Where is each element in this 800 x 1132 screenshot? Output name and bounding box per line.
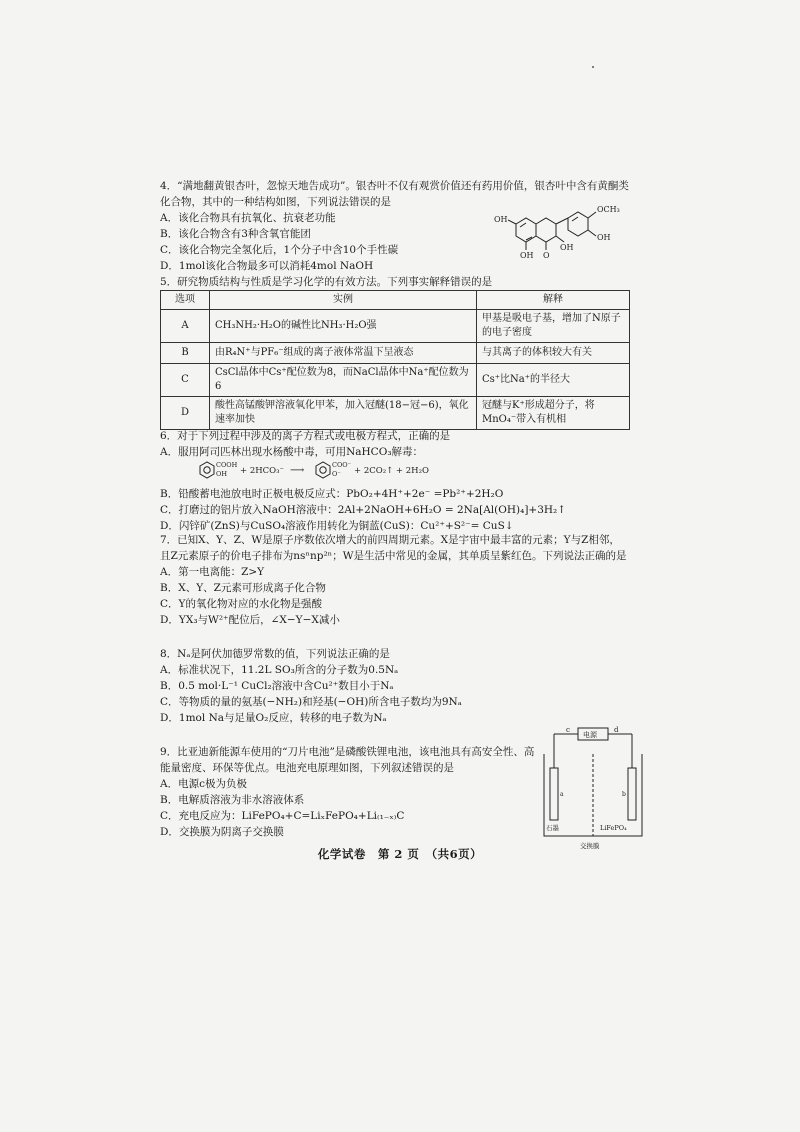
table-cell: A: [161, 310, 210, 343]
carboxylate-label: COO⁻: [332, 461, 352, 469]
question-7-option-c: C．Y的氧化物对应的水化物是强酸: [160, 598, 322, 610]
table-cell: 由R₄N⁺与PF₆⁻组成的离子液体常温下呈液态: [210, 343, 477, 364]
question-9-option-a: A．电源c极为负极: [160, 778, 247, 790]
question-9-option-d: D．交换膜为阴离子交换膜: [160, 826, 284, 838]
salicylic-acid-equation: [196, 458, 456, 482]
table-row: [161, 397, 630, 430]
electrode-a-label: a: [560, 791, 564, 798]
question-4-option-a: A．该化合物具有抗氧化、抗衰老功能: [160, 212, 336, 224]
question-4-option-c: C．该化合物完全氢化后，1个分子中含10个手性碳: [160, 244, 399, 256]
question-6-stem: 6．对于下列过程中涉及的离子方程式或电极方程式，正确的是: [160, 430, 451, 442]
terminal-c-label: c: [566, 726, 570, 734]
lifepo4-electrode-label: LiFePO₄: [600, 824, 627, 832]
table-cell: 酸性高锰酸钾溶液氧化甲苯，加入冠醚(18−冠−6)，氧化速率加快: [210, 397, 477, 430]
exchange-membrane-label: 交换膜: [580, 842, 600, 850]
question-8-stem: 8．Nₐ是阿伏加德罗常数的值，下列说法正确的是: [160, 648, 390, 660]
question-6-option-d: D．闪锌矿(ZnS)与CuSO₄溶液作用转化为铜蓝(CuS)：Cu²⁺+S²⁻= CuS↓: [160, 520, 514, 532]
question-7-option-d: D．YX₃与W²⁺配位后，∠X−Y−X减小: [160, 614, 340, 626]
reaction-arrow: ⟶: [290, 465, 305, 476]
question-6-option-c: C．打磨过的铝片放入NaOH溶液中：2Al+2NaOH+6H₂O = 2Na[Al(OH)₄]+3H₂↑: [160, 504, 567, 516]
table-cell: C: [161, 364, 210, 397]
table-cell: Cs⁺比Na⁺的半径大: [477, 364, 630, 397]
equation-products: + 2CO₂↑ + 2H₂O: [354, 466, 429, 476]
equation-reactant-bicarbonate: + 2HCO₃⁻: [240, 466, 285, 476]
methoxy-label: OCH₃: [597, 205, 620, 214]
question-9-option-b: B．电解质溶液为非水溶液体系: [160, 794, 305, 806]
question-6-option-b: B．铅酸蓄电池放电时正极电极反应式：PbO₂+4H⁺+2e⁻ =Pb²⁺+2H₂O: [160, 488, 504, 500]
page-footer: 化学试卷 第 2 页 （共6页）: [317, 847, 483, 861]
table-cell: CH₃NH₂·H₂O的碱性比NH₃·H₂O强: [210, 310, 477, 343]
question-4-option-b: B．该化合物含有3种含氧官能团: [160, 228, 311, 240]
cooh-label: COOH: [216, 461, 238, 469]
question-7: [160, 532, 630, 628]
question-8-option-a: A．标准状况下，11.2L SO₃所含的分子数为0.5Nₐ: [160, 664, 399, 676]
table-cell: D: [161, 397, 210, 430]
battery-charging-diagram: [536, 724, 650, 852]
oh-label-ring-b: OH: [597, 233, 611, 242]
oh-label-bottom: OH: [520, 251, 534, 260]
question-5-table: [160, 290, 630, 430]
flavonoid-structure-diagram: [494, 196, 640, 260]
scan-speck: [592, 66, 594, 68]
question-8-option-d: D．1mol Na与足量O₂反应，转移的电子数为Nₐ: [160, 712, 387, 724]
table-row: [161, 343, 630, 364]
table-header-explanation: 解释: [477, 291, 630, 310]
power-source-label: 电源: [583, 731, 597, 739]
table-header-row: [161, 291, 630, 310]
question-9-option-c: C．充电反应为：LiFePO₄+C=LiₓFePO₄+Li₍₁₋ₓ₎C: [160, 810, 405, 822]
question-7-option-b: B．X、Y、Z元素可形成离子化合物: [160, 582, 326, 594]
question-9: [160, 744, 540, 840]
graphite-electrode-label: 石墨: [546, 824, 559, 832]
table-cell: CsCl晶体中Cs⁺配位数为8，而NaCl晶体中Na⁺配位数为6: [210, 364, 477, 397]
question-8: [160, 646, 630, 726]
oh-label-left: OH: [494, 215, 508, 224]
question-4-stem: 4．“满地翻黄银杏叶，忽惊天地告成功”。银杏叶不仅有观赏价值还有药用价值，银杏叶中含有黄酮类化合物，其中的一种结构如图，下列说法错误的是: [160, 180, 629, 208]
table-row: [161, 310, 630, 343]
table-cell: 与其离子的体积较大有关: [477, 343, 630, 364]
question-7-stem: 7．已知X、Y、Z、W是原子序数依次增大的前四周期元素。X是宇宙中最丰富的元素；Y与Z相邻，且Z元素原子的价电子排布为nsⁿnp²ⁿ；W是生活中常见的金属，其单质呈紫红色。下列说法正确的是: [160, 534, 627, 562]
carbonyl-o-label: O: [543, 251, 550, 260]
question-7-option-a: A．第一电离能：Z>Y: [160, 566, 265, 578]
table-cell: 冠醚与K⁺形成超分子，将MnO₄⁻带入有机相: [477, 397, 630, 430]
electrode-b-label: b: [622, 791, 626, 798]
phenoxide-label: O⁻: [332, 470, 341, 478]
table-cell: 甲基是吸电子基，增加了N原子的电子密度: [477, 310, 630, 343]
oh-label-ring-c: OH: [560, 243, 574, 252]
question-8-option-b: B．0.5 mol·L⁻¹ CuCl₂溶液中含Cu²⁺数目小于Nₐ: [160, 680, 394, 692]
question-8-option-c: C．等物质的量的氨基(−NH₂)和羟基(−OH)所含电子数均为9Nₐ: [160, 696, 462, 708]
table-cell: B: [161, 343, 210, 364]
question-5: [160, 274, 630, 290]
question-6-option-a: A．服用阿司匹林出现水杨酸中毒，可用NaHCO₃解毒：: [160, 446, 424, 458]
question-5-stem: 5．研究物质结构与性质是学习化学的有效方法。下列事实解释错误的是: [160, 276, 493, 288]
terminal-d-label: d: [614, 726, 619, 734]
table-row: [161, 364, 630, 397]
table-header-example: 实例: [210, 291, 477, 310]
question-4-option-d: D．1mol该化合物最多可以消耗4mol NaOH: [160, 260, 374, 272]
question-9-stem: 9．比亚迪新能源车使用的“刀片电池”是磷酸铁锂电池，该电池具有高安全性、高能量密度、环保等优点。电池充电原理如图，下列叙述错误的是: [160, 746, 535, 774]
oh-label: OH: [216, 470, 227, 478]
table-header-option: 选项: [161, 291, 210, 310]
